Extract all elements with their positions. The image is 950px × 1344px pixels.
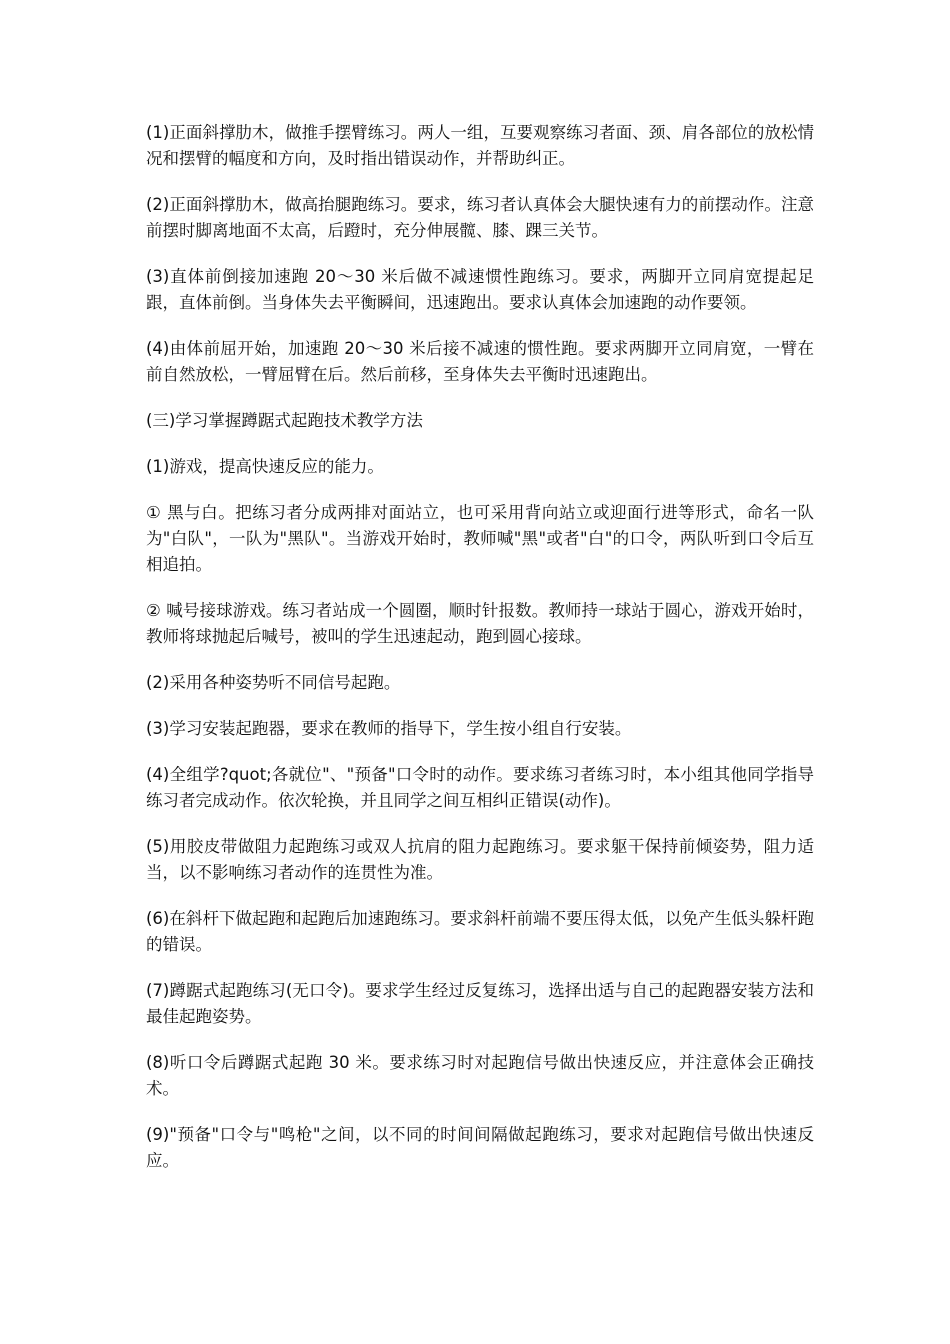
- paragraph-start-6: (6)在斜杆下做起跑和起跑后加速跑练习。要求斜杆前端不要压得太低，以免产生低头躲杆跑的错误。: [146, 909, 814, 954]
- paragraph-start-7: (7)蹲踞式起跑练习(无口令)。要求学生经过反复练习，选择出适与自己的起跑器安装方法和最佳起跑姿势。: [146, 981, 814, 1026]
- paragraph-start-9: (9)"预备"口令与"鸣枪"之间，以不同的时间间隔做起跑练习，要求对起跑信号做出快速反应。: [146, 1125, 814, 1170]
- paragraph-start-4: (4)全组学?quot;各就位"、"预备"口令时的动作。要求练习者练习时，本小组其他同学指导练习者完成动作。依次轮换，并且同学之间互相纠正错误(动作)。: [146, 765, 814, 810]
- paragraph-drill-4: (4)由体前屈开始，加速跑 20～30 米后接不减速的惯性跑。要求两脚开立同肩宽，一臂在前自然放松，一臂屈臂在后。然后前移，至身体失去平衡时迅速跑出。: [146, 339, 814, 384]
- paragraph-drill-1: (1)正面斜撑肋木，做推手摆臂练习。两人一组，互要观察练习者面、颈、肩各部位的放松情况和摆臂的幅度和方向，及时指出错误动作，并帮助纠正。: [146, 123, 814, 168]
- paragraph-start-5: (5)用胶皮带做阻力起跑练习或双人抗肩的阻力起跑练习。要求躯干保持前倾姿势，阻力适当，以不影响练习者动作的连贯性为准。: [146, 837, 814, 882]
- document-body: [146, 120, 814, 1194]
- paragraph-drill-3: (3)直体前倒接加速跑 20～30 米后做不减速惯性跑练习。要求，两脚开立同肩宽提起足跟，直体前倒。当身体失去平衡瞬间，迅速跑出。要求认真体会加速跑的动作要领。: [146, 267, 814, 312]
- paragraph-game-catch-ball: ② 喊号接球游戏。练习者站成一个圆圈，顺时针报数。教师持一球站于圆心，游戏开始时，教师将球抛起后喊号，被叫的学生迅速起动，跑到圆心接球。: [146, 601, 814, 646]
- paragraph-start-2: (2)采用各种姿势听不同信号起跑。: [146, 673, 401, 692]
- section-heading: (三)学习掌握蹲踞式起跑技术教学方法: [146, 411, 423, 430]
- paragraph-game-intro: (1)游戏，提高快速反应的能力。: [146, 457, 384, 476]
- paragraph-start-8: (8)听口令后蹲踞式起跑 30 米。要求练习时对起跑信号做出快速反应，并注意体会正确技术。: [146, 1053, 814, 1098]
- paragraph-game-black-white: ① 黑与白。把练习者分成两排对面站立，也可采用背向站立或迎面行进等形式，命名一队为"白队"，一队为"黑队"。当游戏开始时，教师喊"黑"或者"白"的口令，两队听到口令后互相追拍。: [146, 503, 814, 574]
- paragraph-drill-2: (2)正面斜撑肋木，做高抬腿跑练习。要求，练习者认真体会大腿快速有力的前摆动作。注意前摆时脚离地面不太高，后蹬时，充分伸展髋、膝、踝三关节。: [146, 195, 814, 240]
- paragraph-start-3: (3)学习安装起跑器，要求在教师的指导下，学生按小组自行安装。: [146, 719, 632, 738]
